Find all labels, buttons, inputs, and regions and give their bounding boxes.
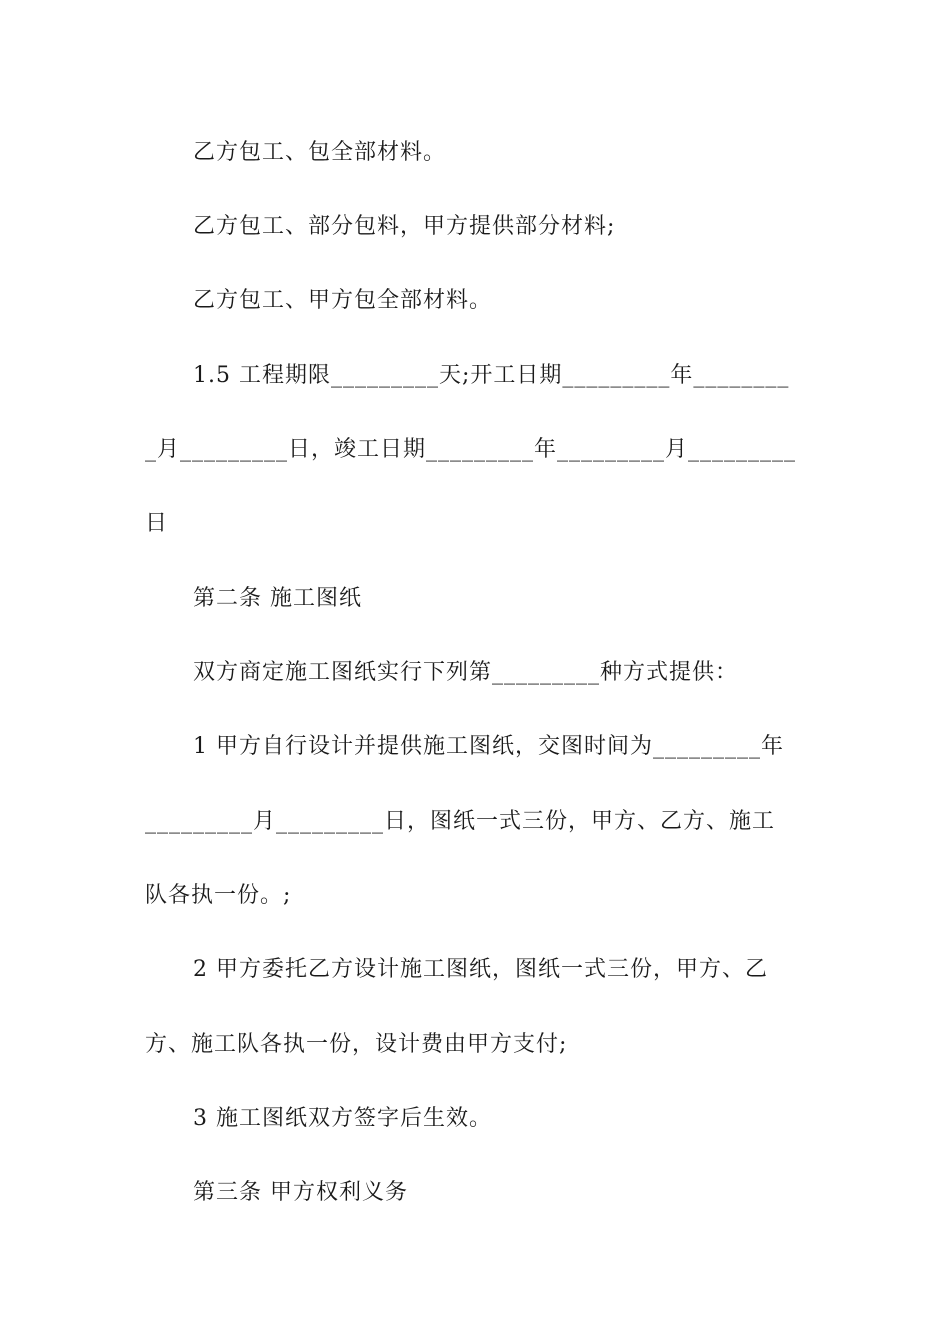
section-heading-drawings: 第二条 施工图纸 <box>193 586 362 611</box>
paragraph-drawing-option-1-cont: _________月_________日，图纸一式三份，甲方、乙方、施工 <box>145 809 776 834</box>
paragraph-option-full-materials: 乙方包工、包全部材料。 <box>193 140 447 165</box>
paragraph-option-partial-materials: 乙方包工、部分包料，甲方提供部分材料; <box>193 214 616 239</box>
paragraph-drawing-option-2-cont: 方、施工队各执一份，设计费由甲方支付; <box>145 1032 568 1057</box>
paragraph-project-period: 1.5 工程期限_________天;开工日期_________年________ <box>193 363 790 388</box>
paragraph-drawing-option-1-end: 队各执一份。; <box>145 883 292 908</box>
paragraph-project-period-end: 日 <box>145 511 169 536</box>
paragraph-project-period-cont: _月_________日，竣工日期_________年_________月_________ <box>145 437 797 462</box>
paragraph-option-owner-materials: 乙方包工、甲方包全部材料。 <box>193 288 493 313</box>
paragraph-drawing-option-3: 3 施工图纸双方签字后生效。 <box>193 1106 492 1131</box>
paragraph-drawing-method: 双方商定施工图纸实行下列第_________种方式提供： <box>193 660 739 685</box>
section-heading-owner-rights: 第三条 甲方权利义务 <box>193 1180 408 1205</box>
paragraph-drawing-option-2: 2 甲方委托乙方设计施工图纸，图纸一式三份，甲方、乙 <box>193 957 768 982</box>
paragraph-drawing-option-1: 1 甲方自行设计并提供施工图纸，交图时间为_________年 <box>193 734 784 759</box>
